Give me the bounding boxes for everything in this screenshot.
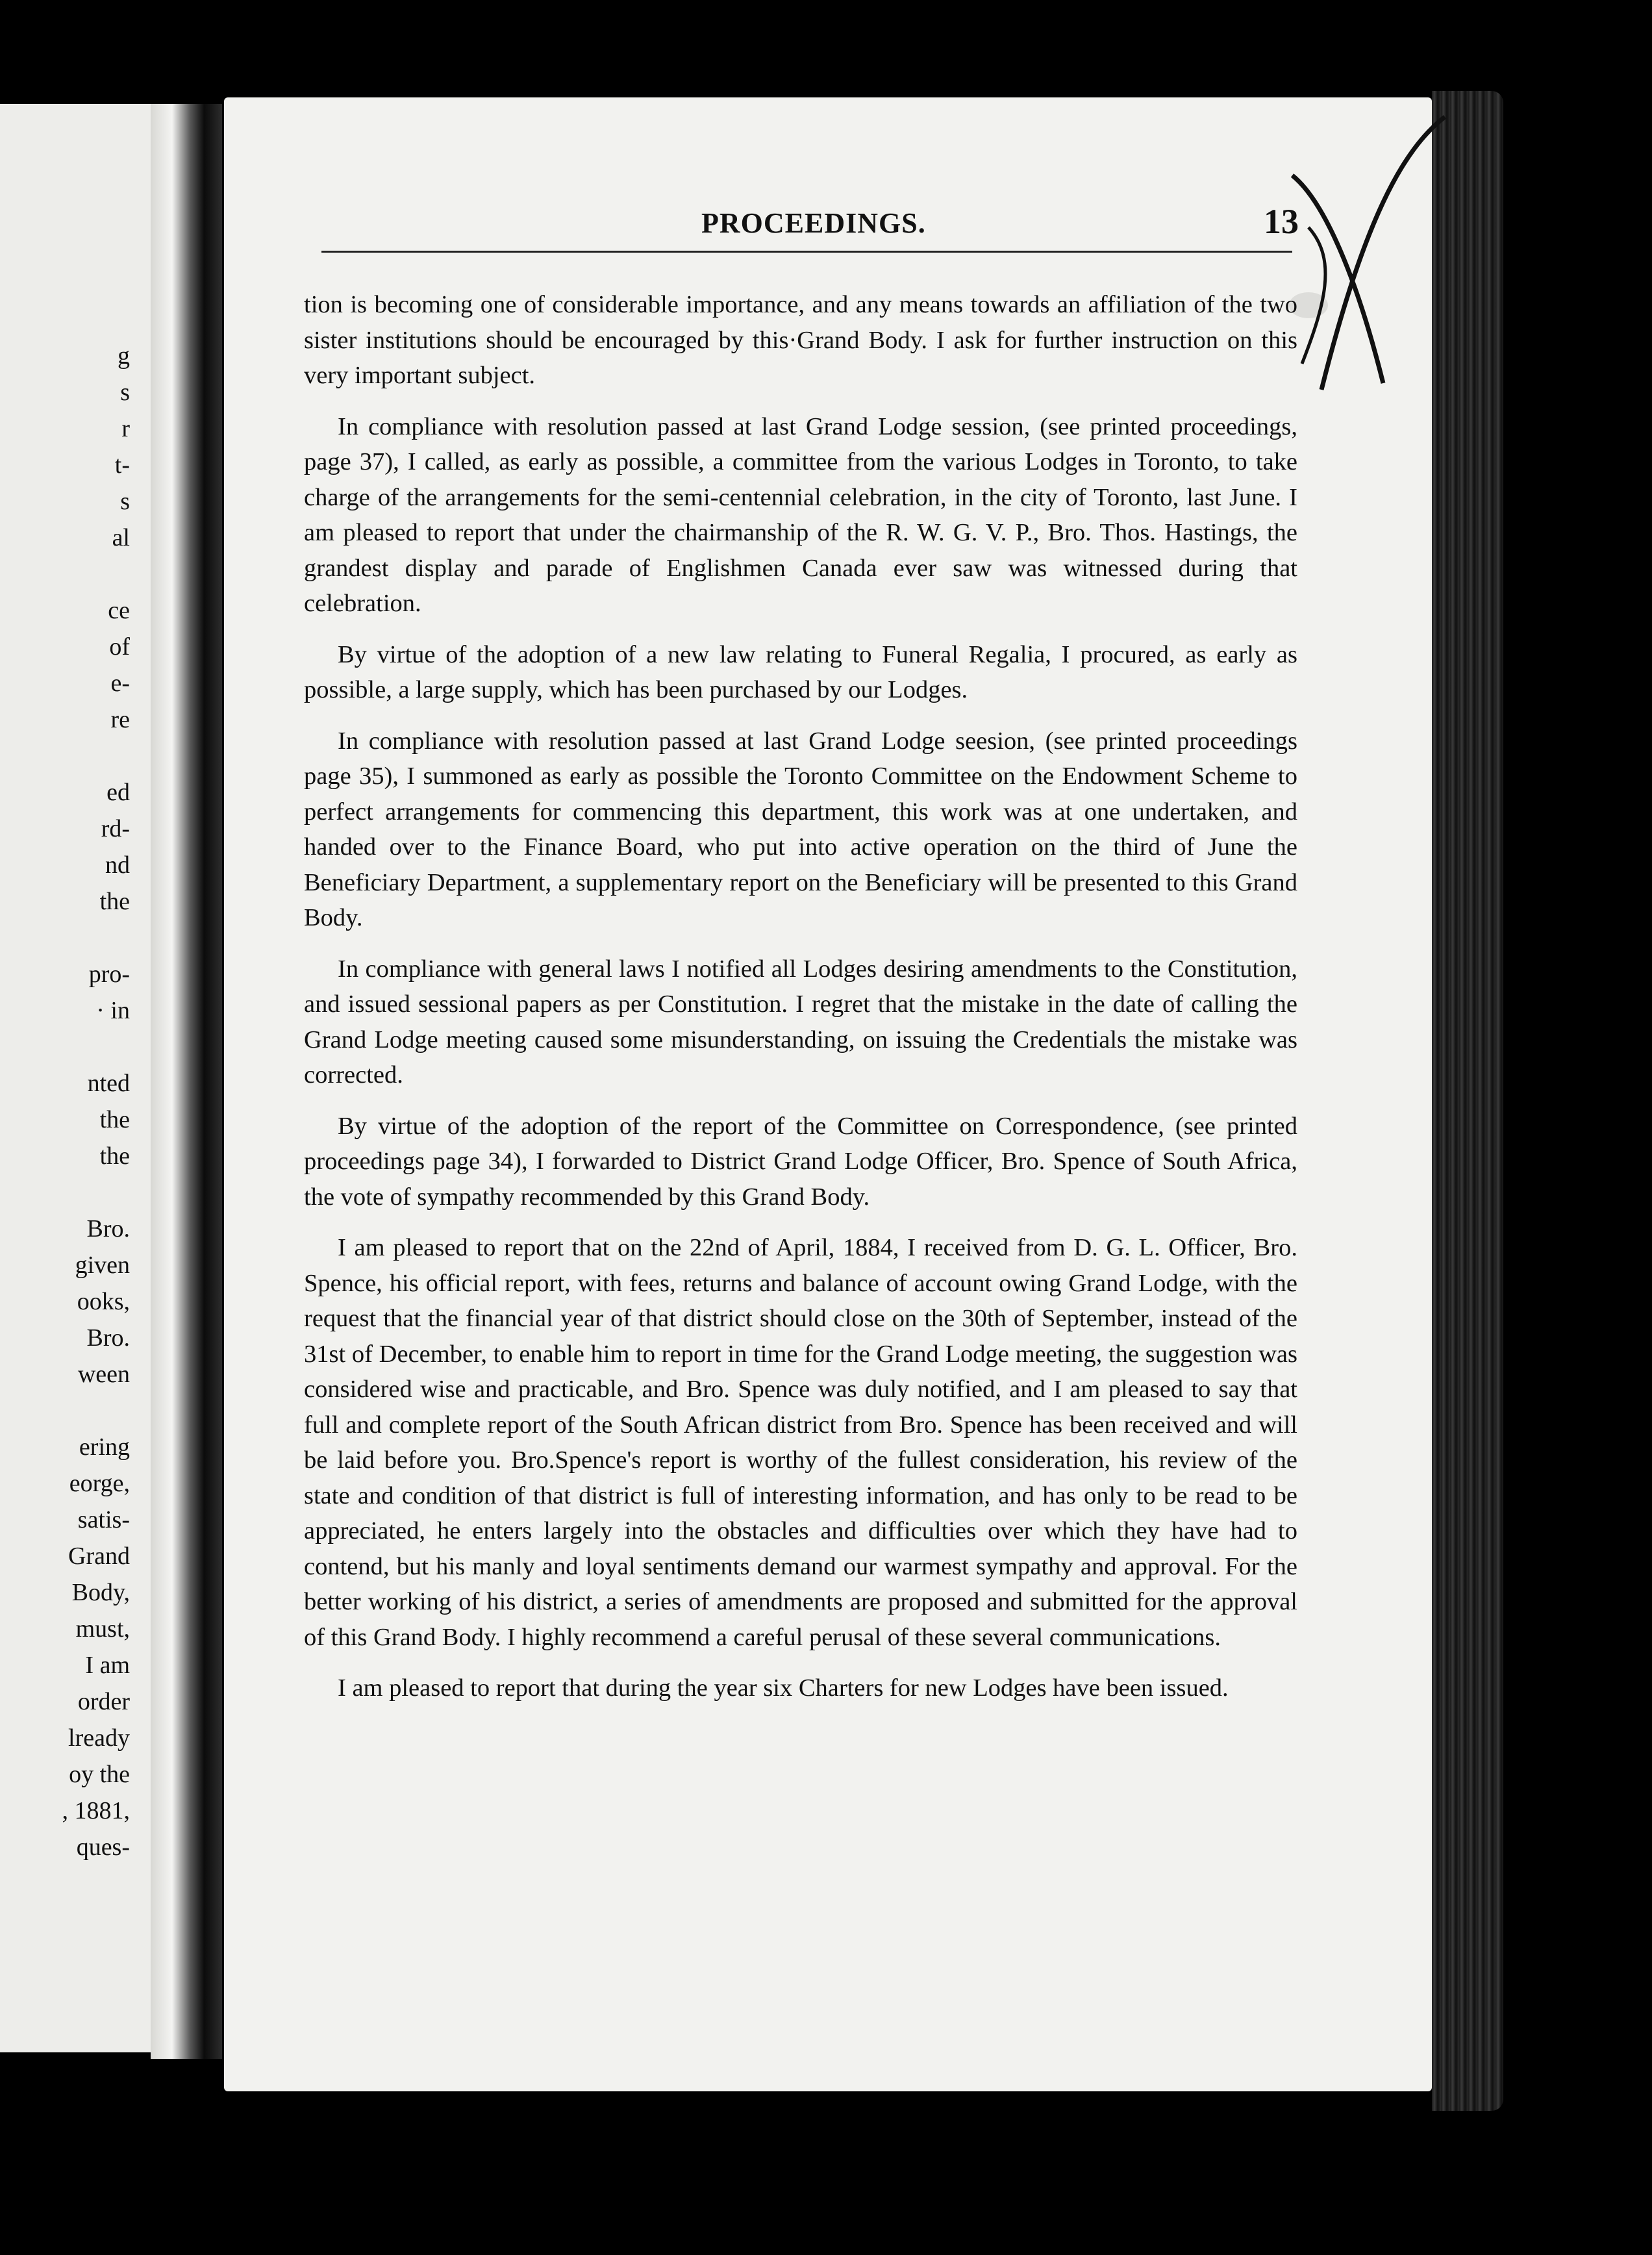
paragraph: By virtue of the adoption of a new law relating to Funeral Regalia, I procured, as early as possible, a large supply, which has been purchased by our Lodges. xyxy=(304,640,1297,703)
left-fragment: the xyxy=(99,1142,130,1170)
left-fragment xyxy=(0,1392,130,1429)
paragraph: In compliance with resolution passed at last Grand Lodge seesion, (see printed proceedings page 35), I summoned as early as possible the Toronto Committee on the Endowment Scheme to perfect arrangements for commencing this department, this work was at one undertaken, and handed over to the Finance Board, who put into active operation on the third of June the Beneficiary Department, a supplementary report on the Beneficiary will be presented to this Grand Body. xyxy=(304,727,1297,931)
left-fragment: order xyxy=(77,1688,130,1715)
left-fragment: ed xyxy=(106,779,130,806)
page-header xyxy=(321,195,1299,273)
left-fragment: rd- xyxy=(101,815,130,842)
left-fragment: , 1881, xyxy=(62,1797,130,1824)
paragraph: tion is becoming one of considerable importance, and any means towards an affiliation of the two sister institutions should be encouraged by this·Grand Body. I ask for further instruction on this very important subject. xyxy=(304,291,1297,389)
left-fragment: t- xyxy=(114,451,130,479)
left-fragment: of xyxy=(109,633,130,661)
left-fragment: oy the xyxy=(69,1761,130,1788)
left-fragment: must, xyxy=(75,1615,130,1643)
left-fragment: g xyxy=(118,342,130,370)
body-text xyxy=(304,287,1297,1722)
left-page-text-fragments xyxy=(0,338,130,1865)
left-fragment: e- xyxy=(110,670,130,697)
paragraph: In compliance with general laws I notified all Lodges desiring amendments to the Constitution, and issued sessional papers as per Constitution. I regret that the mistake in the date of calling the Grand Lodge meeting caused some misunderstanding, on issuing the Credentials the mistake was corrected. xyxy=(304,955,1297,1089)
left-fragment xyxy=(0,556,130,592)
paragraph: I am pleased to report that during the year six Charters for new Lodges have been issued. xyxy=(338,1674,1229,1702)
book-gutter xyxy=(151,104,222,2059)
left-fragment xyxy=(0,920,130,956)
pen-mark-icon xyxy=(1286,110,1455,396)
left-fragment: eorge, xyxy=(69,1470,130,1497)
left-fragment: Grand xyxy=(68,1543,130,1570)
left-fragment: · in xyxy=(96,997,130,1024)
header-rule xyxy=(321,251,1292,253)
left-fragment: Bro. xyxy=(86,1215,130,1242)
left-fragment: given xyxy=(75,1252,130,1279)
left-fragment: Body, xyxy=(71,1579,130,1606)
left-fragment: lready xyxy=(68,1724,130,1752)
left-fragment: ooks, xyxy=(77,1288,130,1315)
left-fragment: pro- xyxy=(88,961,130,988)
page-number: 13 xyxy=(1264,202,1299,241)
left-fragment: satis- xyxy=(77,1506,130,1533)
paragraph: I am pleased to report that on the 22nd of April, 1884, I received from D. G. L. Officer, Bro. Spence, his official report, with fees, returns and balance of account owing Grand Lodge, with the request that the financial year of that district should close on the 30th of September, instead of the 31st of December, to enable him to report in time for the Grand Lodge meeting, the suggestion was considered wise and practicable, and Bro. Spence was duly notified, and I am pleased to say that full and complete report of the South African district from Bro. Spence has been received and will be laid before you. Bro.Spence's report is worthy of the fullest consideration, his review of the state and condition of that district is full of interesting information, and has only to be read to be appreciated, he enters largely into the obstacles and difficulties over which they have had to contend, but his manly and loyal sentiments demand our warmest sympathy and approval. For the better working of his district, a series of amendments are proposed and submitted for the approval of this Grand Body. I highly recommend a careful perusal of these several communications. xyxy=(304,1234,1297,1651)
left-fragment: the xyxy=(99,1106,130,1133)
left-fragment: r xyxy=(121,415,130,442)
left-fragment: ering xyxy=(79,1433,130,1461)
running-head: PROCEEDINGS. xyxy=(701,207,926,239)
left-fragment xyxy=(0,1029,130,1065)
left-fragment: nd xyxy=(105,851,130,879)
left-fragment: Bro. xyxy=(86,1324,130,1352)
left-fragment: I am xyxy=(85,1652,130,1679)
left-fragment: re xyxy=(110,706,130,733)
left-fragment xyxy=(0,1174,130,1211)
paragraph: By virtue of the adoption of the report of the Committee on Correspondence, (see printed proceedings page 34), I forwarded to District Grand Lodge Officer, Bro. Spence of South Africa, the vote of sympathy recommended by this Grand Body. xyxy=(304,1112,1297,1211)
left-fragment: nted xyxy=(87,1070,130,1097)
left-fragment xyxy=(0,738,130,774)
left-fragment: s xyxy=(120,379,130,406)
left-fragment: ques- xyxy=(76,1833,130,1861)
left-fragment: ce xyxy=(108,597,130,624)
left-fragment: the xyxy=(99,888,130,915)
left-fragment: al xyxy=(112,524,130,551)
left-fragment: ween xyxy=(77,1361,130,1388)
paragraph: In compliance with resolution passed at last Grand Lodge session, (see printed proceedings, page 37), I called, as early as possible, a committee from the various Lodges in Toronto, to take charge of the arrangements for the semi-centennial celebration, in the city of Toronto, last June. I am pleased to report that under the chairmanship of the R. W. G. V. P., Bro. Thos. Hastings, the grandest display and parade of Englishmen Canada ever saw was witnessed during that celebration. xyxy=(304,412,1297,617)
left-fragment: s xyxy=(120,488,130,515)
